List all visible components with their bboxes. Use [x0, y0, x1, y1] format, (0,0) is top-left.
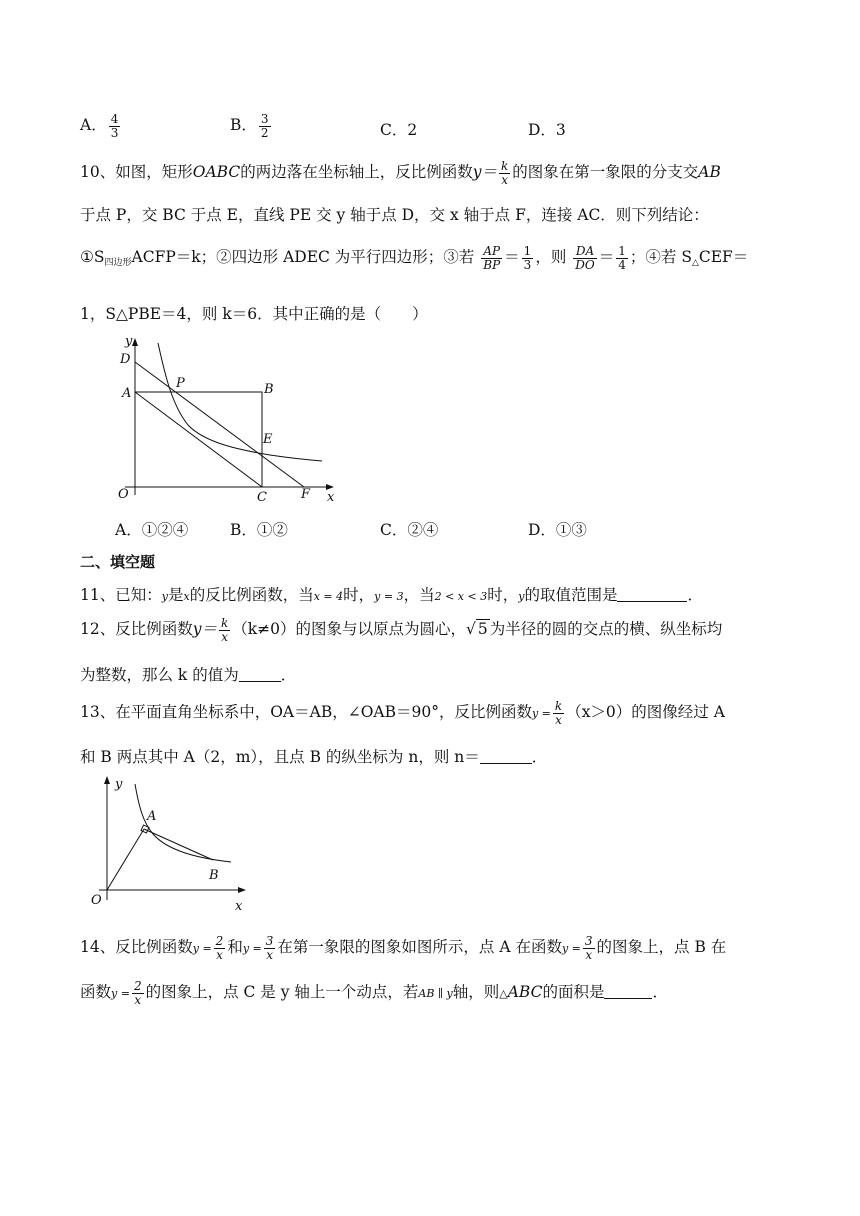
- q10-curve: [158, 343, 322, 461]
- q10-label-a: A: [122, 386, 132, 401]
- q10-line-df: [135, 362, 304, 487]
- q13-segment-ab: [144, 829, 213, 860]
- q10-option-d: D．①③: [528, 521, 587, 539]
- q10-line2: 于点 P，交 BC 于点 E，直线 PE 交 y 轴于点 D，交 x 轴于点 F，连接 AC．则下列结论：: [80, 206, 709, 224]
- q12-line1: 12、反比例函数y＝ $\frac{k}{x}$ （k≠0）的图象与以原点为圆心，√ 5 为半径的圆的交点的横、纵坐标均: [80, 616, 723, 644]
- q10-label-p: P: [176, 376, 185, 391]
- q11-line: 11、已知：y是x的反比例函数，当x = 4时，y = 3，当2 < x < 3时，y的取值范围是 ．: [80, 586, 703, 604]
- q10-label-o: O: [118, 487, 129, 502]
- q13-segment-oa: [107, 829, 144, 890]
- q10-y-arrow: [132, 338, 138, 346]
- q13-figure: [85, 772, 255, 917]
- q13-label-b: B: [209, 868, 219, 883]
- q11-answer-blank[interactable]: [617, 587, 687, 602]
- q10-line3: $①S_{四边形}ACFP=k$；②四边形 ADEC 为平行四边形；③若 $\frac{AP}{BP}$ ＝ $\frac{1}{3}$ ，则 $\frac{DA}{DO}$ ＝ $\frac{1}{4}$ ；④若 $S_\triangle CEF=$: [80, 244, 749, 272]
- q10-line1: 10、如图，矩形OABC的两边落在坐标轴上，反比例函数y＝ $\frac{k}{x}$ 的图象在第一象限的分支交AB: [80, 159, 721, 187]
- q10-option-a: A．①②④: [115, 521, 189, 539]
- q12-answer-blank[interactable]: [239, 667, 281, 682]
- q10-label-d: D: [120, 352, 131, 367]
- q9-option-d: D．3: [528, 121, 566, 139]
- q13-x-arrow: [238, 887, 246, 893]
- q9-option-c: C．2: [380, 121, 418, 139]
- q13-label-y: y: [115, 777, 123, 792]
- q10-option-b: B．①②: [230, 521, 288, 539]
- q13-label-a: A: [147, 809, 157, 824]
- q13-line1: 13、在平面直角坐标系中，OA＝AB，∠OAB＝90°，反比例函数y = $\frac{k}{x}$ （x＞0）的图像经过 A: [80, 699, 725, 727]
- q13-y-arrow: [104, 776, 110, 784]
- q10-line-ac: [135, 392, 262, 487]
- q9-option-a: A． $\frac{4}{3}$: [80, 112, 119, 140]
- q14-line1: 14、反比例函数y = $\frac{2}{x}$ 和y = $\frac{3}{x}$ 在第一象限的图象如图所示，点 A 在函数y = $\frac{3}{x}$ 的图象上，点 B 在: [80, 934, 727, 962]
- q13-line2: 和 B 两点其中 A（2，m），且点 B 的纵坐标为 n，则 n＝ ．: [80, 748, 548, 766]
- q10-line4: 1，S△PBE＝4，则 k＝6．其中正确的是（ ）: [80, 305, 428, 323]
- q10-option-c: C．②④: [380, 521, 439, 539]
- q13-label-x: x: [235, 899, 243, 914]
- q10-label-b: B: [264, 382, 274, 397]
- q13-label-o: O: [91, 893, 102, 908]
- section-title: 二、填空题: [80, 553, 156, 571]
- q10-label-x: x: [327, 490, 335, 505]
- q10-label-e: E: [263, 432, 273, 447]
- q14-line2: 函数y = $\frac{2}{x}$ 的图象上，点 C 是 y 轴上一个动点，若AB ∥ y轴，则△ABC的面积是 ．: [80, 979, 668, 1007]
- q13-answer-blank[interactable]: [480, 749, 532, 764]
- q12-line2: 为整数，那么 k 的值为 ．: [80, 666, 297, 684]
- q10-label-c: C: [257, 490, 267, 505]
- q14-answer-blank[interactable]: [604, 984, 652, 999]
- q10-label-f: F: [301, 487, 311, 502]
- q10-figure: [110, 335, 350, 510]
- q9-option-b: B． $\frac{3}{2}$: [230, 112, 269, 140]
- q10-label-y: y: [125, 335, 133, 349]
